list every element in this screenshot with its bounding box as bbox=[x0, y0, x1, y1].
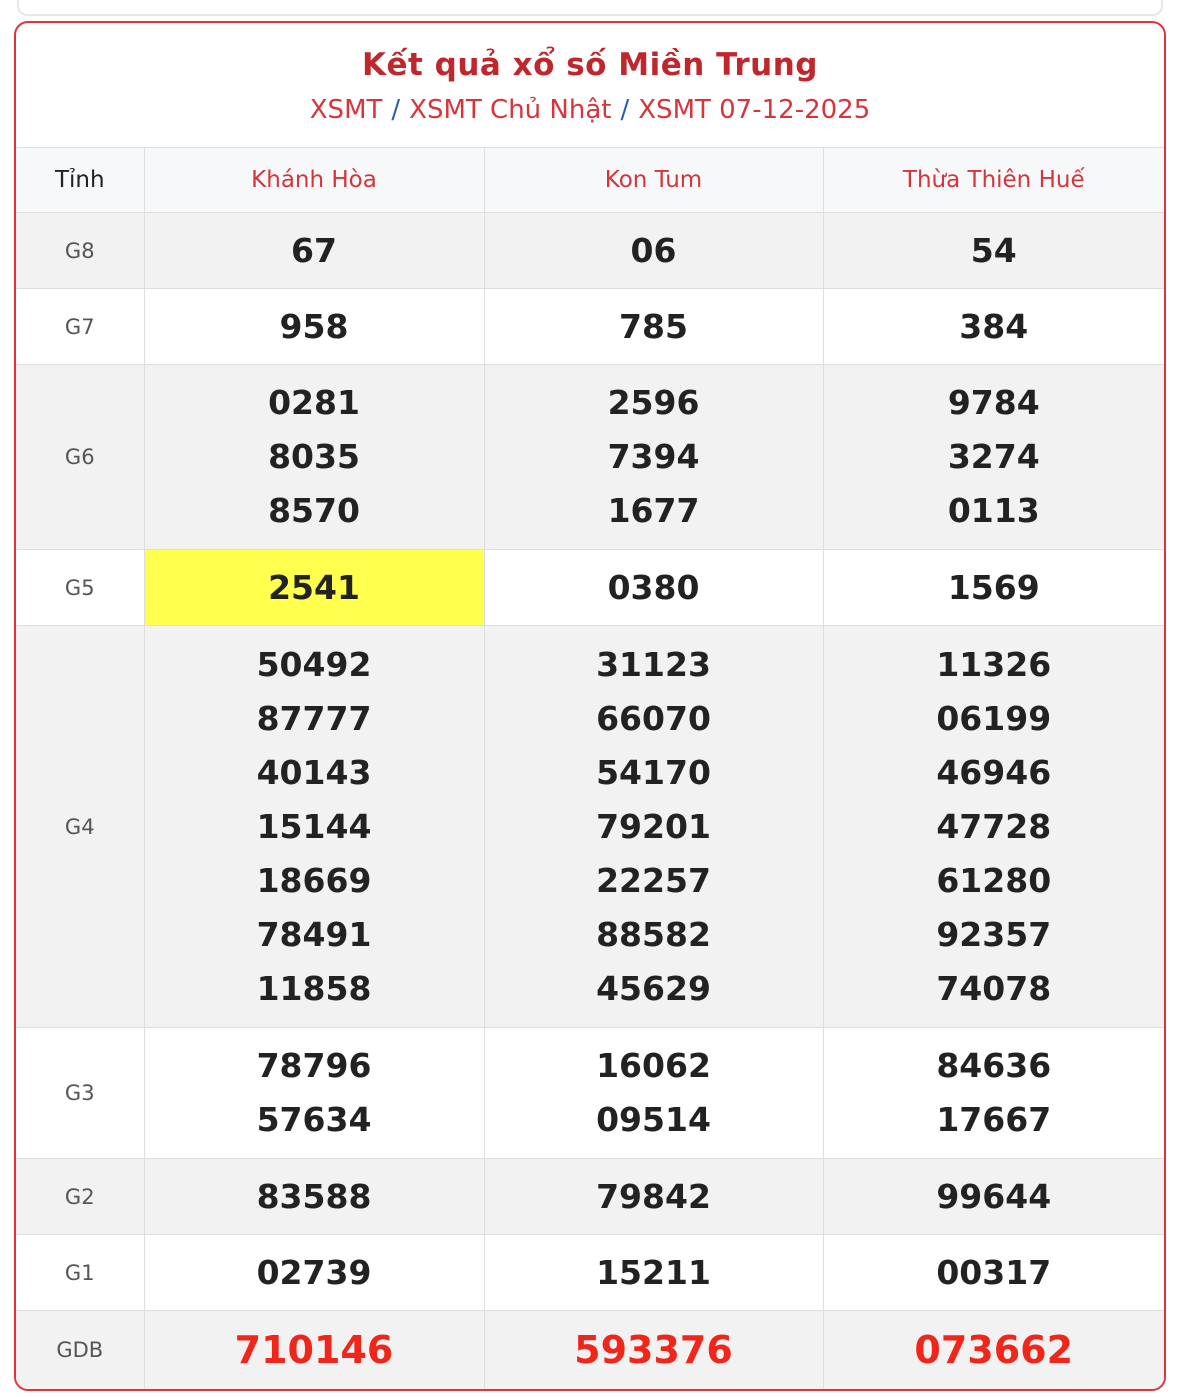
prize-number[interactable]: 06199 bbox=[936, 698, 1052, 738]
prize-number[interactable]: 00317 bbox=[936, 1252, 1052, 1292]
prize-number[interactable]: 57634 bbox=[256, 1100, 372, 1139]
prize-number[interactable]: 50492 bbox=[256, 644, 372, 684]
results-table bbox=[16, 147, 1164, 1390]
prize-row-g3 bbox=[16, 1028, 1164, 1159]
prize-cell bbox=[484, 289, 823, 365]
prize-cell bbox=[144, 1159, 484, 1235]
prize-cell bbox=[144, 1311, 484, 1390]
prize-number[interactable]: 78491 bbox=[256, 914, 372, 954]
prize-number[interactable]: 384 bbox=[959, 306, 1029, 346]
prize-label: G4 bbox=[16, 626, 144, 1028]
prize-label: G6 bbox=[16, 365, 144, 550]
prize-number[interactable]: 99644 bbox=[936, 1176, 1052, 1216]
prize-number[interactable]: 11858 bbox=[256, 968, 372, 1008]
prize-cell bbox=[823, 550, 1164, 626]
prize-number[interactable]: 47728 bbox=[936, 806, 1052, 846]
breadcrumb-separator: / bbox=[391, 95, 401, 125]
prize-number[interactable]: 78796 bbox=[256, 1046, 372, 1085]
prize-number[interactable]: 06 bbox=[630, 230, 677, 270]
prize-cell bbox=[823, 1159, 1164, 1235]
prize-cell bbox=[144, 213, 484, 289]
breadcrumb-xsmt-chu-nhat[interactable]: XSMT Chủ Nhật bbox=[409, 95, 612, 125]
prize-row-g5 bbox=[16, 550, 1164, 626]
breadcrumb-xsmt-date[interactable]: XSMT 07-12-2025 bbox=[638, 95, 871, 125]
prize-number[interactable]: 17667 bbox=[936, 1100, 1052, 1139]
column-header-kon-tum[interactable]: Kon Tum bbox=[484, 148, 823, 213]
prize-cell bbox=[484, 1311, 823, 1390]
prize-cell bbox=[484, 1159, 823, 1235]
results-card bbox=[14, 21, 1166, 1391]
page-title: Kết quả xổ số Miền Trung bbox=[362, 47, 818, 83]
prize-label: G5 bbox=[16, 550, 144, 626]
prize-number[interactable]: 2596 bbox=[607, 383, 700, 422]
prize-cell bbox=[144, 626, 484, 1028]
prize-cell bbox=[144, 550, 484, 626]
prize-cell bbox=[484, 365, 823, 550]
prize-number[interactable]: 15144 bbox=[256, 806, 372, 846]
prize-row-g2 bbox=[16, 1159, 1164, 1235]
column-header-thua-thien-hue[interactable]: Thừa Thiên Huế bbox=[823, 148, 1164, 213]
prize-cell bbox=[823, 1028, 1164, 1159]
prize-number[interactable]: 3274 bbox=[947, 437, 1040, 476]
prize-number[interactable]: 40143 bbox=[256, 752, 372, 792]
prize-cell bbox=[823, 1311, 1164, 1390]
previous-card-edge bbox=[17, 0, 1163, 16]
prize-number[interactable]: 66070 bbox=[596, 698, 711, 738]
prize-number[interactable]: 15211 bbox=[596, 1252, 711, 1292]
results-header bbox=[16, 23, 1164, 147]
prize-number[interactable]: 7394 bbox=[607, 437, 700, 476]
prize-number[interactable]: 09514 bbox=[596, 1100, 711, 1139]
prize-row-g1 bbox=[16, 1235, 1164, 1311]
prize-label: G7 bbox=[16, 289, 144, 365]
prize-cell bbox=[823, 213, 1164, 289]
prize-number[interactable]: 02739 bbox=[256, 1252, 372, 1292]
prize-cell bbox=[823, 365, 1164, 550]
prize-number[interactable]: 9784 bbox=[947, 383, 1040, 422]
prize-number[interactable]: 1677 bbox=[607, 491, 700, 530]
prize-number[interactable]: 1569 bbox=[947, 567, 1040, 607]
prize-row-g8 bbox=[16, 213, 1164, 289]
column-header-province-label: Tỉnh bbox=[16, 148, 144, 213]
prize-row-gdb bbox=[16, 1311, 1164, 1390]
prize-cell bbox=[144, 1028, 484, 1159]
prize-cell bbox=[823, 1235, 1164, 1311]
prize-cell bbox=[144, 289, 484, 365]
prize-cell bbox=[484, 550, 823, 626]
prize-number[interactable]: 92357 bbox=[936, 914, 1052, 954]
prize-number[interactable]: 593376 bbox=[574, 1328, 733, 1373]
breadcrumb-separator: / bbox=[620, 95, 630, 125]
prize-label: G8 bbox=[16, 213, 144, 289]
prize-cell bbox=[484, 1235, 823, 1311]
prize-number[interactable]: 74078 bbox=[936, 968, 1052, 1008]
prize-number[interactable]: 87777 bbox=[256, 698, 372, 738]
prize-number[interactable]: 0113 bbox=[947, 491, 1040, 530]
prize-cell bbox=[144, 365, 484, 550]
prize-label: GDB bbox=[16, 1311, 144, 1390]
prize-row-g4 bbox=[16, 626, 1164, 1028]
prize-row-g6 bbox=[16, 365, 1164, 550]
prize-cell bbox=[823, 626, 1164, 1028]
table-header-row bbox=[16, 148, 1164, 213]
prize-number[interactable]: 46946 bbox=[936, 752, 1052, 792]
prize-number[interactable]: 67 bbox=[291, 230, 337, 270]
prize-cell bbox=[484, 213, 823, 289]
prize-label: G1 bbox=[16, 1235, 144, 1311]
prize-number[interactable]: 073662 bbox=[914, 1328, 1074, 1373]
prize-number[interactable]: 31123 bbox=[596, 644, 711, 684]
prize-number[interactable]: 0380 bbox=[607, 567, 700, 607]
prize-cell bbox=[484, 626, 823, 1028]
prize-number[interactable]: 16062 bbox=[596, 1046, 711, 1085]
prize-number[interactable]: 8035 bbox=[268, 437, 360, 476]
prize-number[interactable]: 11326 bbox=[936, 644, 1052, 684]
prize-number[interactable]: 45629 bbox=[596, 968, 711, 1008]
prize-number[interactable]: 84636 bbox=[936, 1046, 1052, 1085]
prize-number[interactable]: 54170 bbox=[596, 752, 711, 792]
prize-number[interactable]: 79842 bbox=[596, 1176, 711, 1216]
prize-number[interactable]: 22257 bbox=[596, 860, 711, 900]
prize-number[interactable]: 83588 bbox=[256, 1176, 372, 1216]
prize-row-g7 bbox=[16, 289, 1164, 365]
prize-number[interactable]: 61280 bbox=[936, 860, 1052, 900]
prize-number[interactable]: 2541 bbox=[268, 567, 360, 607]
prize-label: G3 bbox=[16, 1028, 144, 1159]
prize-number[interactable]: 79201 bbox=[596, 806, 711, 846]
prize-number[interactable]: 958 bbox=[279, 306, 349, 346]
prize-number[interactable]: 710146 bbox=[234, 1328, 394, 1373]
prize-cell bbox=[484, 1028, 823, 1159]
prize-number[interactable]: 8570 bbox=[268, 491, 360, 530]
prize-number[interactable]: 18669 bbox=[256, 860, 372, 900]
prize-cell bbox=[144, 1235, 484, 1311]
prize-label: G2 bbox=[16, 1159, 144, 1235]
prize-cell bbox=[823, 289, 1164, 365]
prize-number[interactable]: 0281 bbox=[268, 383, 360, 422]
breadcrumb-xsmt[interactable]: XSMT bbox=[309, 95, 383, 125]
column-header-khanh-hoa[interactable]: Khánh Hòa bbox=[144, 148, 484, 213]
prize-number[interactable]: 88582 bbox=[596, 914, 711, 954]
prize-number[interactable]: 54 bbox=[970, 230, 1017, 270]
prize-number[interactable]: 785 bbox=[619, 306, 688, 346]
breadcrumb bbox=[16, 92, 1164, 128]
